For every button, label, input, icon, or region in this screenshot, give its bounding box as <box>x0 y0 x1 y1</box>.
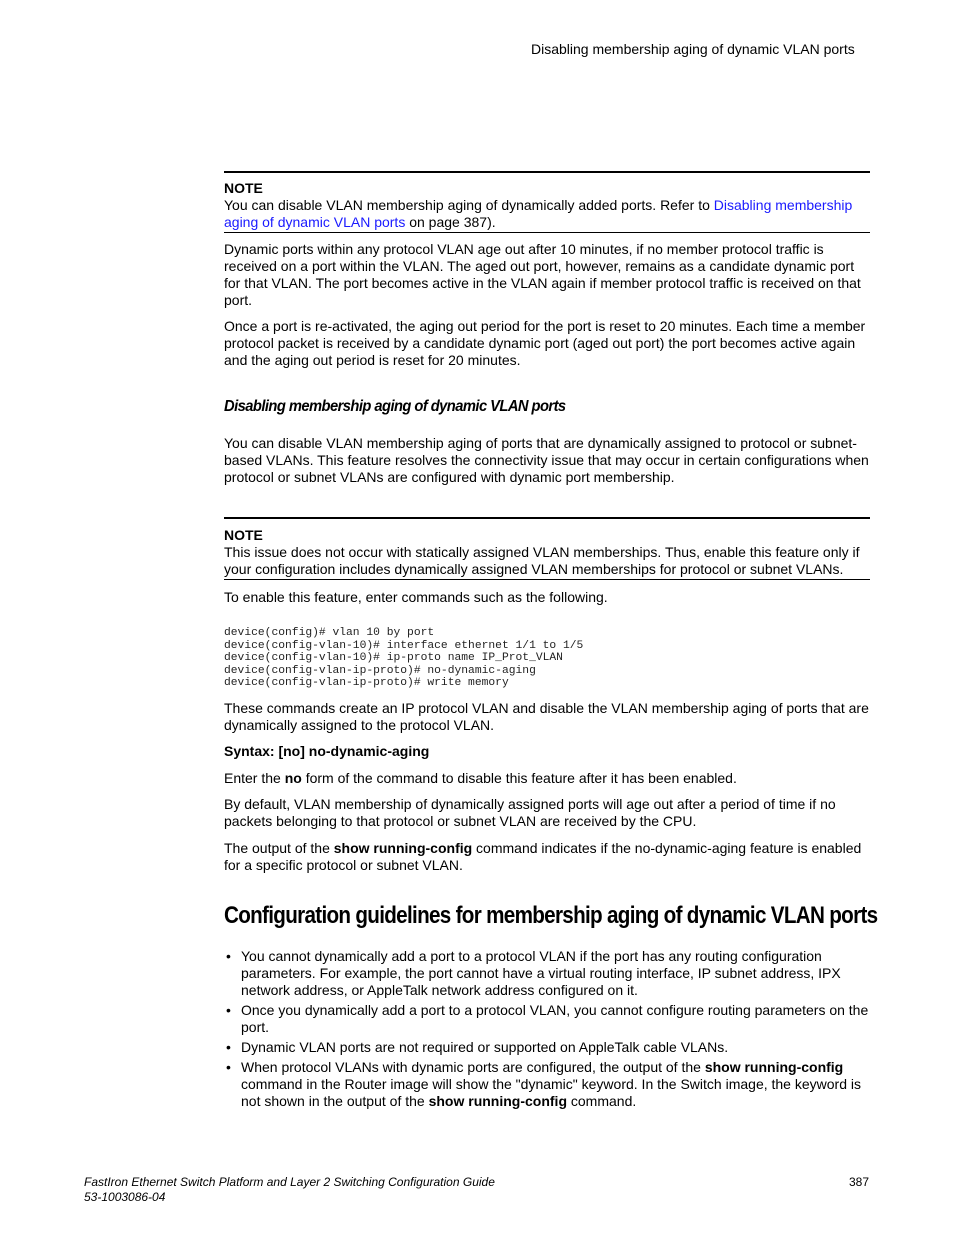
paragraph-dynamic-ports: Dynamic ports within any protocol VLAN age out after 10 minutes, if no member protocol traffic is received on a port within the VLAN. The aged out port, however, remains as a candidate dynamic port for that VLAN. The port becomes active in the VLAN again if member protocol traffic is received on that port. <box>224 241 861 308</box>
footer-guide-title: FastIron Ethernet Switch Platform and Layer 2 Switching Configuration Guide <box>84 1175 495 1189</box>
note-text: This issue does not occur with statically assigned VLAN memberships. Thus, enable this feature only if your configuration includes dynamically assigned VLAN memberships for protocol or subnet VLANs. <box>224 544 860 577</box>
note-top-rule <box>224 171 870 173</box>
paragraph-default-behavior: By default, VLAN membership of dynamically assigned ports will age out after a period of time if no packets belonging to that protocol or subnet VLAN are received by the CPU. <box>224 796 836 829</box>
syntax-line: Syntax: [no] no-dynamic-aging <box>224 743 430 759</box>
bullet-marker: • <box>226 1039 231 1055</box>
note-top-rule <box>224 517 870 519</box>
note-label: NOTE <box>224 180 263 196</box>
running-header: Disabling membership aging of dynamic VLAN ports <box>531 41 855 57</box>
section-heading: Disabling membership aging of dynamic VLAN ports <box>224 398 566 415</box>
cross-reference-link[interactable]: Disabling membership aging of dynamic VLAN ports <box>224 197 853 230</box>
note-text: You can disable VLAN membership aging of dynamically added ports. Refer to Disabling membership aging of dynamic VLAN ports on page 387). <box>224 197 853 230</box>
section-heading-guidelines: Configuration guidelines for membership aging of dynamic VLAN ports <box>224 902 878 929</box>
list-item: • Once you dynamically add a port to a protocol VLAN, you cannot configure routing parameters on the port. <box>226 1002 869 1035</box>
code-example: device(config)# vlan 10 by port device(config-vlan-10)# interface ethernet 1/1 to 1/5 device(config-vlan-10)# ip-proto name IP_Prot_VLAN device(config-vlan-ip-proto)# no-dynamic-aging device(config-vlan-ip-proto)# write memory <box>224 627 584 690</box>
bullet-marker: • <box>226 948 231 964</box>
footer-page-number: 387 <box>849 1175 870 1189</box>
paragraph-section-intro: You can disable VLAN membership aging of ports that are dynamically assigned to protocol or subnet-based VLANs. This feature resolves the connectivity issue that may occur in certain configurations when protocol or subnet VLANs are configured with dynamic port membership. <box>224 435 869 485</box>
note-bottom-rule <box>224 232 870 233</box>
bullet-marker: • <box>226 1059 231 1075</box>
note-bottom-rule <box>224 579 870 580</box>
paragraph-no-form: Enter the no form of the command to disable this feature after it has been enabled. <box>224 770 737 786</box>
guidelines-list <box>224 948 870 1113</box>
paragraph-commands-explained: These commands create an IP protocol VLAN and disable the VLAN membership aging of ports that are dynamically assigned to the protocol VLAN. <box>224 700 869 733</box>
list-item: • Dynamic VLAN ports are not required or supported on AppleTalk cable VLANs. <box>226 1039 729 1055</box>
paragraph-enable-intro: To enable this feature, enter commands such as the following. <box>224 589 608 605</box>
footer-doc-number: 53-1003086-04 <box>84 1190 166 1204</box>
note-label: NOTE <box>224 527 263 543</box>
list-item: • When protocol VLANs with dynamic ports are configured, the output of the show running-config command in the Router image will show the "dynamic" keyword. In the Switch image, the keyword is not shown in the output of the show running-config command. <box>226 1059 861 1109</box>
note-box <box>224 180 870 231</box>
bullet-marker: • <box>226 1002 231 1018</box>
paragraph-show-running-config: The output of the show running-config command indicates if the no-dynamic-aging feature is enabled for a specific protocol or subnet VLAN. <box>224 840 862 873</box>
note-box <box>224 527 870 578</box>
list-item: • You cannot dynamically add a port to a protocol VLAN if the port has any routing configuration parameters. For example, the port cannot have a virtual routing interface, IP subnet address, IPX network address, or AppleTalk network address configured on it. <box>226 948 841 998</box>
paragraph-reactivation: Once a port is re-activated, the aging out period for the port is reset to 20 minutes. Each time a member protocol packet is received by a candidate dynamic port (aged out port) the port becomes active again and the aging out period is reset for 20 minutes. <box>224 318 866 368</box>
